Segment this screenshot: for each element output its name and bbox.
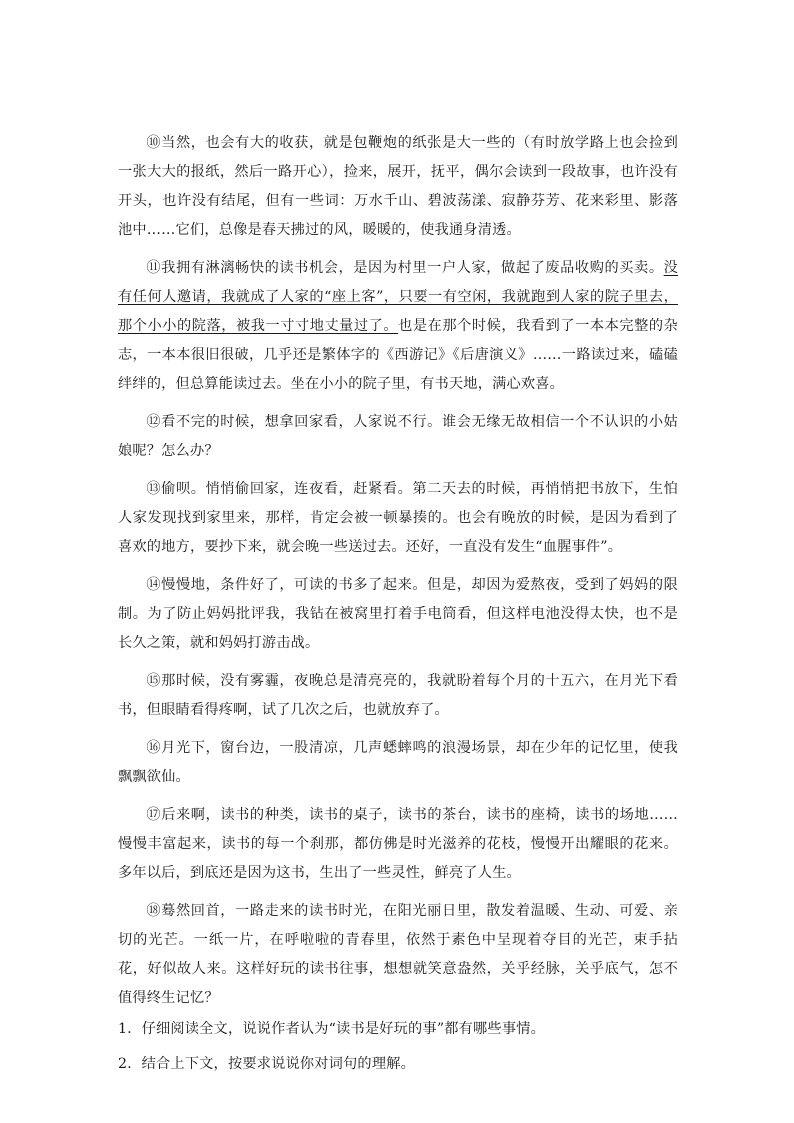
paragraph-14 <box>118 571 678 658</box>
paragraph-text: 慢慢地，条件好了，可读的书多了起来。但是，却因为爱熬夜，受到了妈妈的限制。为了防止妈妈批评我，我钻在被窝里打着手电筒看，但这样电池没得太快，也不是长久之策，就和妈妈打游击战。 <box>118 577 678 651</box>
paragraph-17 <box>118 801 678 888</box>
paragraph-number: ⑮ <box>146 673 162 689</box>
paragraph-text: 那时候，没有雾霾，夜晚总是清亮亮的，我就盼着每个月的十五六，在月光下看书，但眼睛看得疼啊，试了几次之后，也就放弃了。 <box>118 673 678 718</box>
paragraph-number: ⑭ <box>146 577 162 593</box>
question-1: 1．仔细阅读全文，说说作者认为“读书是好玩的事”都有哪些事情。 <box>118 1021 545 1037</box>
paragraph-text: 偷呗。悄悄偷回家，连夜看，赶紧看。第二天去的时候，再悄悄把书放下，生怕人家发现找到家里来，那样，肯定会被一顿暴揍的。也会有晚放的时候，是因为看到了喜欢的地方，要抄下来，就会晚一些送过去。还好，一直没有发生“血腥事件”。 <box>118 481 678 555</box>
paragraph-text: 我拥有淋漓畅快的读书机会，是因为村里一户人家，做起了废品收购的买卖。 <box>161 260 664 276</box>
paragraph-number: ⑫ <box>146 414 162 430</box>
paragraph-number: ⑯ <box>146 740 162 756</box>
paragraph-number: ⑱ <box>146 903 162 919</box>
paragraph-number: ⑬ <box>146 481 162 497</box>
paragraph-number: ⑪ <box>146 260 162 276</box>
paragraph-number: ⑩ <box>146 135 162 151</box>
paragraph-12 <box>118 408 678 466</box>
paragraph-11 <box>118 254 678 399</box>
paragraph-text: 当然，也会有大的收获，就是包鞭炮的纸张是大一些的（有时放学路上也会捡到一张大大的报纸，然后一路开心），捡来，展开，抚平，偶尔会读到一段故事，也许没有开头，也许没有结尾，但有一些词：万水千山、碧波荡漾、寂静芬芳、花来彩里、影落池中……它们，总像是春天拂过的风，暖暖的，使我通身清透。 <box>118 135 678 238</box>
paragraph-text: 后来啊，读书的种类，读书的桌子，读书的茶台，读书的座椅，读书的场地……慢慢丰富起来，读书的每一个刹那，都仿佛是时光滋养的花枝，慢慢开出耀眼的花来。多年以后，到底还是因为这书，生出了一些灵性，鲜亮了人生。 <box>118 807 678 881</box>
paragraph-15 <box>118 667 678 725</box>
paragraph-text: 月光下，窗台边，一股清凉，几声蟋蟀鸣的浪漫场景，却在少年的记忆里，使我飘飘欲仙。 <box>118 740 678 785</box>
paragraph-13 <box>118 475 678 562</box>
paragraph-16 <box>118 734 678 792</box>
paragraph-text: 看不完的时候，想拿回家看，人家说不行。谁会无缘无故相信一个不认识的小姑娘呢？怎么办？ <box>118 414 678 459</box>
underlined-sentence: 没有任何人邀请，我就成了人家的“座上客”，只要一有空闲，我就跑到人家的院子里去，那个小小的院落，被我一寸寸地丈量过了。 <box>118 260 678 334</box>
paragraph-text: 也是在那个时候，我看到了一本本完整的杂志，一本本很旧很破，几乎还是繁体字的《西游记》《后唐演义》……一路读过来，磕磕绊绊的，但总算能读过去。坐在小小的院子里，有书天地，满心欢喜。 <box>118 318 678 392</box>
paragraph-text: 蓦然回首，一路走来的读书时光，在阳光丽日里，散发着温暖、生动、可爱、亲切的光芒。一纸一片，在呼啦啦的青春里，依然于素色中呈现着夺目的光芒，束手拈花，好似故人来。这样好玩的读书往事，想想就笑意盎然，关乎经脉，关乎底气，怎不值得终生记忆？ <box>118 903 678 1006</box>
document-page <box>118 129 678 1085</box>
paragraph-10 <box>118 129 678 245</box>
paragraph-number: ⑰ <box>146 807 162 823</box>
question-2: 2．结合上下文，按要求说说你对词句的理解。 <box>118 1056 415 1072</box>
paragraph-18 <box>118 897 678 1013</box>
